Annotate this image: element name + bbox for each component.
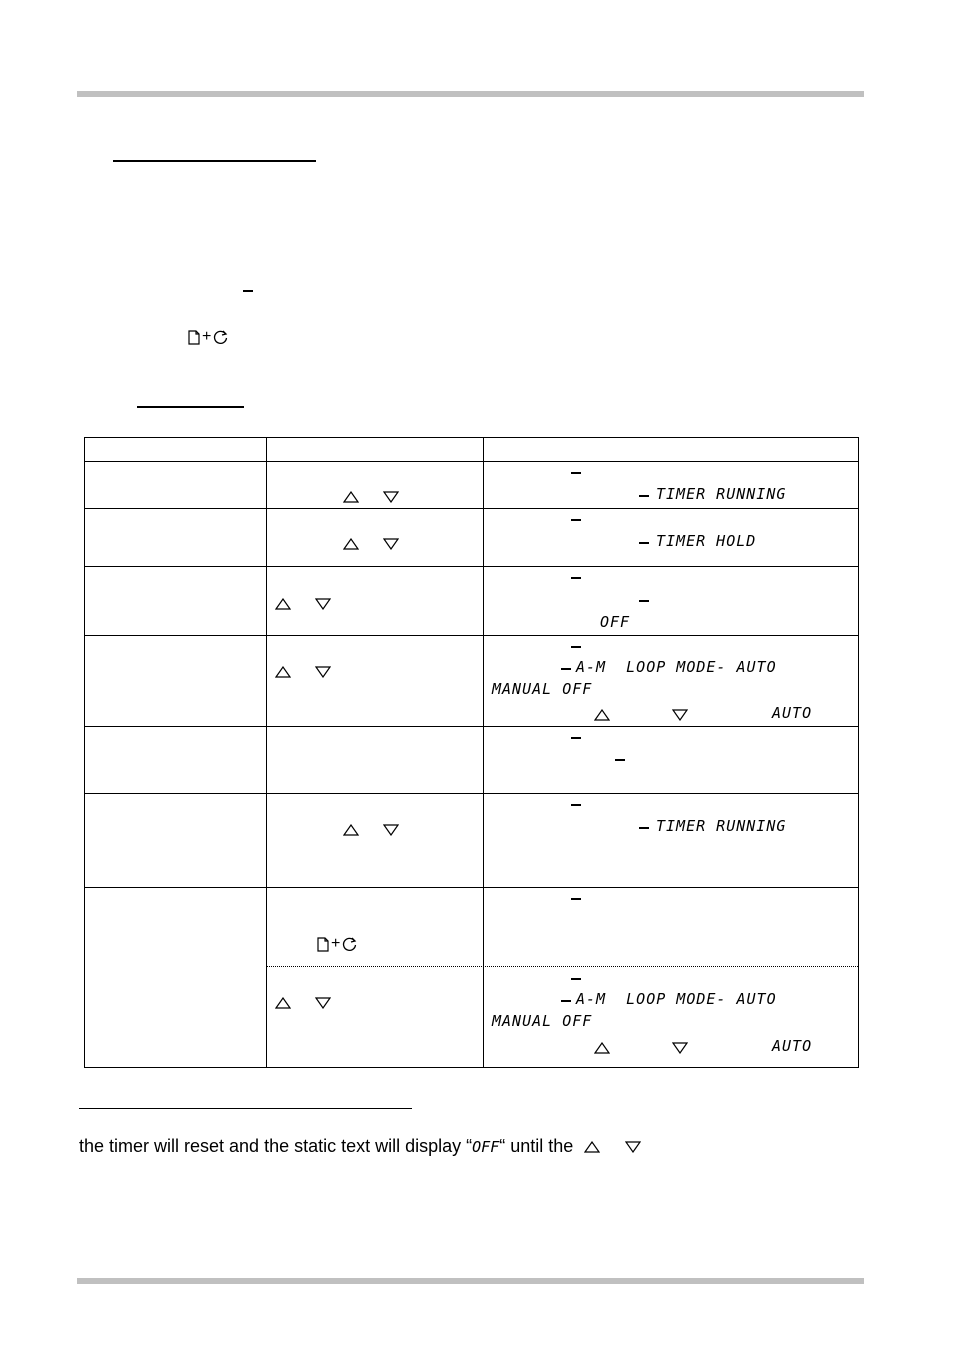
plus-sign: + bbox=[202, 328, 212, 345]
lcd-dash bbox=[243, 290, 253, 292]
lcd-text: AUTO bbox=[772, 1037, 813, 1055]
lcd-text: A-M LOOP MODE- AUTO bbox=[576, 990, 777, 1008]
plus-sign: + bbox=[331, 935, 341, 952]
footnote-lcd: OFF bbox=[472, 1138, 500, 1156]
header-rule bbox=[77, 91, 864, 97]
up-triangle-icon bbox=[343, 824, 359, 836]
lcd-text: MANUAL OFF bbox=[492, 680, 593, 698]
row7-cell-2 bbox=[267, 888, 484, 1068]
lcd-dash bbox=[571, 646, 581, 648]
page-icon bbox=[317, 937, 329, 952]
row4-cell-2 bbox=[267, 636, 484, 727]
lcd-text: OFF bbox=[600, 613, 631, 631]
footnote-text-after: “ until the bbox=[499, 1136, 574, 1156]
page-plus-cycle-keys bbox=[317, 935, 358, 953]
lcd-dash bbox=[571, 737, 581, 739]
footnote-text-before: the timer will reset and the static text will display “ bbox=[79, 1136, 473, 1156]
lcd-dash bbox=[639, 495, 649, 497]
down-triangle-icon bbox=[672, 709, 688, 721]
up-triangle-icon bbox=[594, 709, 610, 721]
cycle-arrow-icon bbox=[213, 329, 229, 345]
row7-cell-3 bbox=[484, 888, 859, 1068]
row3-cell-3 bbox=[484, 567, 859, 636]
lcd-text: TIMER RUNNING bbox=[656, 817, 787, 835]
row5-cell-2 bbox=[267, 727, 484, 794]
footnote-text bbox=[79, 1136, 641, 1157]
lcd-dash bbox=[639, 600, 649, 602]
row6-cell-1 bbox=[85, 794, 267, 888]
row5-cell-3 bbox=[484, 727, 859, 794]
down-triangle-icon bbox=[315, 997, 331, 1009]
row2-cell-2 bbox=[267, 509, 484, 567]
row2-cell-1 bbox=[85, 509, 267, 567]
lcd-dash bbox=[571, 804, 581, 806]
down-triangle-icon bbox=[383, 824, 399, 836]
down-triangle-icon bbox=[672, 1042, 688, 1054]
down-triangle-icon bbox=[315, 598, 331, 610]
header-cell-1 bbox=[85, 438, 267, 462]
row-divider-dotted bbox=[266, 966, 858, 967]
row1-cell-3 bbox=[484, 462, 859, 509]
header-cell-2 bbox=[267, 438, 484, 462]
lcd-dash bbox=[571, 577, 581, 579]
down-triangle-icon bbox=[383, 491, 399, 503]
up-triangle-icon bbox=[343, 538, 359, 550]
lcd-dash bbox=[639, 827, 649, 829]
lcd-dash bbox=[571, 519, 581, 521]
page-icon bbox=[188, 330, 200, 345]
lcd-dash bbox=[571, 898, 581, 900]
row7-cell-1 bbox=[85, 888, 267, 1068]
lcd-dash bbox=[639, 542, 649, 544]
lcd-text: TIMER HOLD bbox=[656, 532, 757, 550]
lcd-dash bbox=[561, 668, 571, 670]
lcd-text: A-M LOOP MODE- AUTO bbox=[576, 658, 777, 676]
lcd-text: AUTO bbox=[772, 704, 813, 722]
row2-cell-3 bbox=[484, 509, 859, 567]
lcd-dash bbox=[615, 759, 625, 761]
up-triangle-icon bbox=[584, 1141, 600, 1153]
row3-cell-1 bbox=[85, 567, 267, 636]
section-heading-underline bbox=[113, 160, 316, 162]
row4-cell-1 bbox=[85, 636, 267, 727]
row3-cell-2 bbox=[267, 567, 484, 636]
row6-cell-3 bbox=[484, 794, 859, 888]
lcd-dash bbox=[561, 1000, 571, 1002]
up-triangle-icon bbox=[275, 598, 291, 610]
lcd-text: TIMER RUNNING bbox=[656, 485, 787, 503]
row1-cell-2 bbox=[267, 462, 484, 509]
lcd-text: MANUAL OFF bbox=[492, 1012, 593, 1030]
up-triangle-icon bbox=[343, 491, 359, 503]
down-triangle-icon bbox=[315, 666, 331, 678]
footnote-separator bbox=[79, 1108, 412, 1109]
row1-cell-1 bbox=[85, 462, 267, 509]
down-triangle-icon bbox=[625, 1141, 641, 1153]
row5-cell-1 bbox=[85, 727, 267, 794]
down-triangle-icon bbox=[383, 538, 399, 550]
header-cell-3 bbox=[484, 438, 859, 462]
up-triangle-icon bbox=[275, 997, 291, 1009]
row4-cell-3 bbox=[484, 636, 859, 727]
subheading-underline bbox=[137, 406, 244, 408]
up-triangle-icon bbox=[275, 666, 291, 678]
operation-table bbox=[84, 437, 859, 1068]
footer-rule bbox=[77, 1278, 864, 1284]
up-triangle-icon bbox=[594, 1042, 610, 1054]
page-plus-cycle-keys bbox=[188, 328, 229, 346]
row6-cell-2 bbox=[267, 794, 484, 888]
cycle-arrow-icon bbox=[342, 936, 358, 952]
lcd-dash bbox=[571, 472, 581, 474]
lcd-dash bbox=[571, 978, 581, 980]
